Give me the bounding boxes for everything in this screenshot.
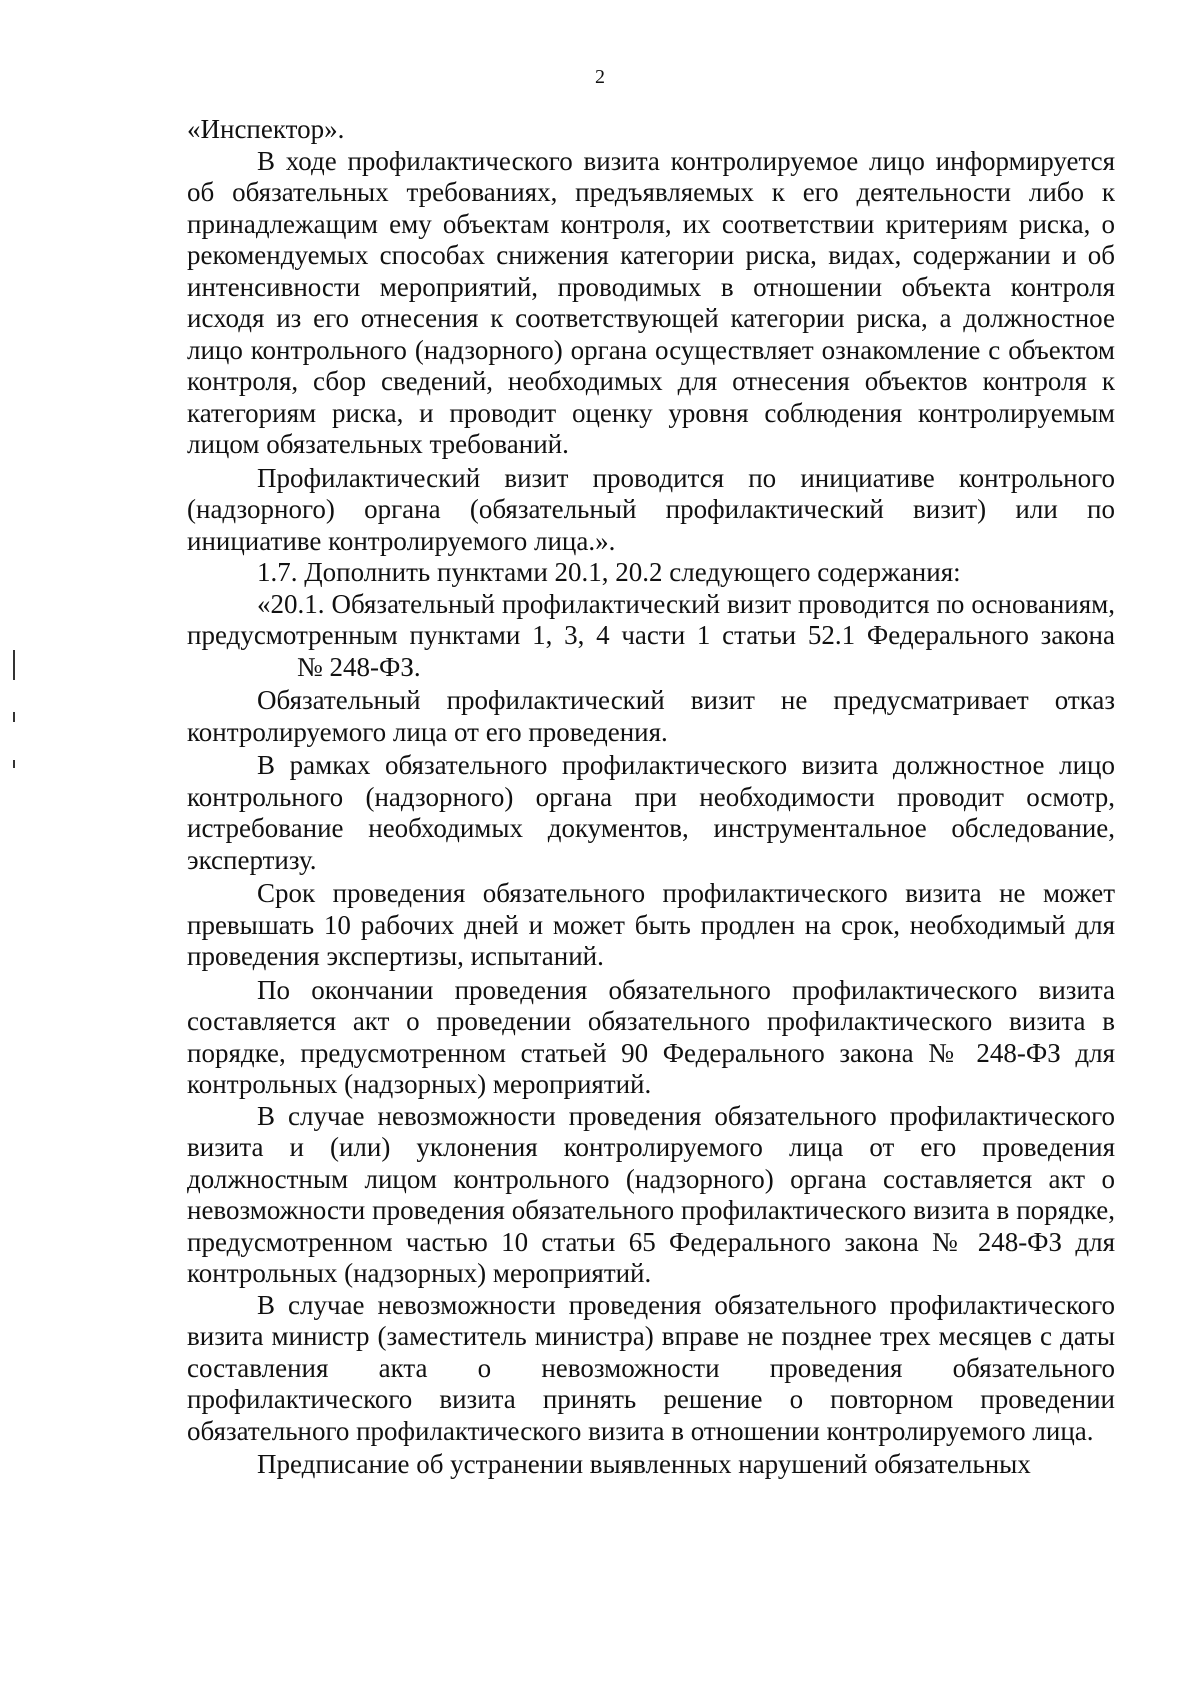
scan-margin-mark	[13, 650, 15, 680]
paragraph-text: № 248-ФЗ.	[297, 651, 421, 682]
paragraph: 1.7. Дополнить пунктами 20.1, 20.2 следующего содержания:	[257, 557, 961, 587]
paragraph: В случае невозможности проведения обязательного профилактического визита министр (заместитель министра) вправе не позднее трех месяцев с даты составления акта о невозможности проведения обязательного профилактического визита принять решение о повторном проведении обязательного профилактического визита в отношении контролируемого лица.	[187, 1289, 1115, 1446]
paragraph-text: «20.1. Обязательный профилактический визит проводится по основаниям, предусмотренным пунктами 1, 3, 4 части 1 статьи 52.1 Федерального закона	[187, 588, 1115, 650]
page-number: 2	[595, 66, 605, 88]
paragraph: По окончании проведения обязательного профилактического визита составляется акт о проведении обязательного профилактического визита в порядке, предусмотренном статьей 90 Федерального закона № 248-ФЗ для контрольных (надзорных) мероприятий.	[187, 974, 1115, 1099]
paragraph: В рамках обязательного профилактического визита должностное лицо контрольного (надзорного) органа при необходимости проводит осмотр, истребование необходимых документов, инструментальное обследование, экспертизу.	[187, 750, 1115, 875]
paragraph: Профилактический визит проводится по инициативе контрольного (надзорного) органа (обязательный профилактический визит) или по инициативе контролируемого лица.».	[187, 462, 1115, 556]
paragraph: Срок проведения обязательного профилактического визита не может превышать 10 рабочих дней и может быть продлен на срок, необходимый для проведения экспертизы, испытаний.	[187, 878, 1115, 971]
paragraph: В случае невозможности проведения обязательного профилактического визита и (или) уклонения контролируемого лица от его проведения должностным лицом контрольного (надзорного) органа составляется акт о невозможности проведения обязательного профилактического визита в порядке, предусмотренном частью 10 статьи 65 Федерального закона № 248-ФЗ для контрольных (надзорных) мероприятий.	[187, 1100, 1115, 1288]
paragraph: В ходе профилактического визита контролируемое лицо информируется об обязательных требованиях, предъявляемых к его деятельности либо к принадлежащим ему объектам контроля, их соответствии критериям риска, о рекомендуемых способах снижения категории риска, видах, содержании и об интенсивности мероприятий, проводимых в отношении объекта контроля исходя из его отнесения к соответствующей категории риска, а должностное лицо контрольного (надзорного) органа осуществляет ознакомление с объектом контроля, сбор сведений, необходимых для отнесения объектов контроля к категориям риска, и проводит оценку уровня соблюдения контролируемым лицом обязательных требований.	[187, 145, 1115, 459]
scan-margin-mark	[13, 712, 15, 722]
document-body	[187, 114, 1115, 1481]
paragraph: Обязательный профилактический визит не предусматривает отказ контролируемого лица от его проведения.	[187, 685, 1115, 747]
paragraph	[187, 589, 1115, 684]
paragraph: Предписание об устранении выявленных нарушений обязательных	[257, 1449, 1031, 1479]
paragraph: «Инспектор».	[187, 114, 345, 144]
scan-margin-mark	[13, 760, 15, 768]
